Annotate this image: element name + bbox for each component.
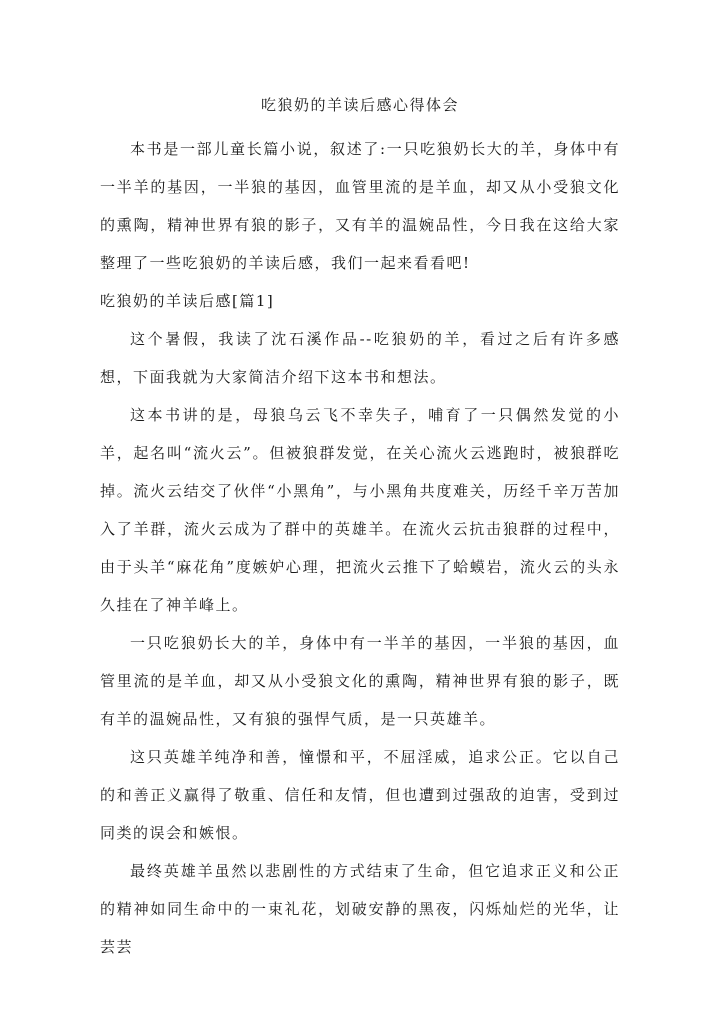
document-title: 吃狼奶的羊读后感心得体会 [260,96,459,114]
paragraph-conclusion: 最终英雄羊虽然以悲剧性的方式结束了生命，但它追求正义和公正的精神如同生命中的一束礼花，划破安静的黑夜，闪烁灿烂的光华，让芸芸 [100,862,620,956]
section-heading-part1: 吃狼奶的羊读后感[篇1] [100,292,275,310]
paragraph-plot-summary: 这本书讲的是，母狼乌云飞不幸失子，哺育了一只偶然发觉的小羊，起名叫“流火云”。但被狼群发觉，在关心流火云逃跑时，被狼群吃掉。流火云结交了伙伴“小黑角”，与小黑角共度难关，历经千辛万苦加入了羊群，流火云成为了群中的英雄羊。在流火云抗击狼群的过程中，由于头羊“麻花角”度嫉妒心理，把流火云推下了蛤蟆岩，流火云的头永久挂在了神羊峰上。 [100,406,620,614]
paragraph-hero-sheep-traits: 一只吃狼奶长大的羊，身体中有一半羊的基因，一半狼的基因，血管里流的是羊血，却又从小受狼文化的熏陶，精神世界有狼的影子，既有羊的温婉品性，又有狼的强悍气质，是一只英雄羊。 [100,634,620,728]
paragraph-summer-reading: 这个暑假，我读了沈石溪作品--吃狼奶的羊，看过之后有许多感想，下面我就为大家简洁介绍下这本书和想法。 [100,330,620,386]
paragraph-intro: 本书是一部儿童长篇小说，叙述了:一只吃狼奶长大的羊，身体中有一半羊的基因，一半狼的基因，血管里流的是羊血，却又从小受狼文化的熏陶，精神世界有狼的影子，又有羊的温婉品性，今日我在这给大家整理了一些吃狼奶的羊读后感，我们一起来看看吧! [100,140,620,272]
paragraph-hero-sheep-character: 这只英雄羊纯净和善，憧憬和平，不屈淫威，追求公正。它以自己的和善正义赢得了敬重、信任和友情，但也遭到过强敌的迫害，受到过同类的误会和嫉恨。 [100,748,620,842]
